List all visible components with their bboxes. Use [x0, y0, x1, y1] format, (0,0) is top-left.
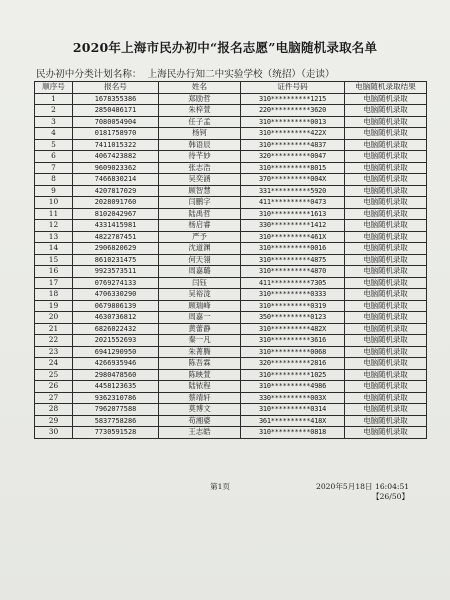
plan-school-name: 上海民办行知二中实验学校（统招）（走读） — [147, 69, 335, 80]
cell-name: 周嘉璐 — [159, 266, 241, 278]
cell-result: 电脑随机录取 — [345, 266, 427, 278]
cell-id-no: 220**********3620 — [241, 105, 345, 117]
cell-result: 电脑随机录取 — [345, 277, 427, 289]
table-row — [35, 139, 427, 151]
cell-id-no: 350**********0123 — [241, 312, 345, 324]
cell-id-no: 330**********003X — [241, 392, 345, 404]
table-row — [35, 300, 427, 312]
cell-id-no: 310**********1215 — [241, 93, 345, 105]
cell-reg-no: 2028091760 — [73, 197, 159, 209]
table-row — [35, 289, 427, 301]
cell-seq: 30 — [35, 427, 73, 439]
cell-result: 电脑随机录取 — [345, 358, 427, 370]
cell-reg-no: 4207817029 — [73, 185, 159, 197]
plan-name-label: 民办初中分类计划名称： — [36, 69, 142, 80]
cell-seq: 29 — [35, 415, 73, 427]
document-title: 2020年上海市民办初中“报名志愿”电脑随机录取名单 — [72, 40, 378, 55]
table-row — [35, 404, 427, 416]
cell-name: 陈映萱 — [159, 369, 241, 381]
cell-result: 电脑随机录取 — [345, 300, 427, 312]
table-row — [35, 197, 427, 209]
cell-id-no: 310**********4875 — [241, 254, 345, 266]
table-row — [35, 162, 427, 174]
cell-result: 电脑随机录取 — [345, 197, 427, 209]
cell-id-no: 361**********418X — [241, 415, 345, 427]
cell-seq: 16 — [35, 266, 73, 278]
cell-seq: 27 — [35, 392, 73, 404]
cell-seq: 17 — [35, 277, 73, 289]
cell-seq: 14 — [35, 243, 73, 255]
cell-name: 待芊妙 — [159, 151, 241, 163]
cell-seq: 12 — [35, 220, 73, 232]
cell-id-no: 320**********2816 — [241, 358, 345, 370]
cell-result: 电脑随机录取 — [345, 312, 427, 324]
cell-id-no: 370**********004X — [241, 174, 345, 186]
cell-result: 电脑随机录取 — [345, 139, 427, 151]
cell-id-no: 331**********5920 — [241, 185, 345, 197]
cell-seq: 20 — [35, 312, 73, 324]
header-result: 电脑随机录取结果 — [345, 82, 427, 94]
cell-reg-no: 0769274133 — [73, 277, 159, 289]
cell-reg-no: 9923573511 — [73, 266, 159, 278]
cell-id-no: 310**********0333 — [241, 289, 345, 301]
cell-reg-no: 4067423882 — [73, 151, 159, 163]
cell-reg-no: 8102042967 — [73, 208, 159, 220]
cell-name: 杨启睿 — [159, 220, 241, 232]
table-row — [35, 185, 427, 197]
header-seq: 顺序号 — [35, 82, 73, 94]
cell-reg-no: 4706330290 — [73, 289, 159, 301]
cell-result: 电脑随机录取 — [345, 369, 427, 381]
cell-name: 闫钰 — [159, 277, 241, 289]
cell-name: 顾瑞峰 — [159, 300, 241, 312]
table-row — [35, 323, 427, 335]
cell-reg-no: 0679806139 — [73, 300, 159, 312]
cell-id-no: 310**********4986 — [241, 381, 345, 393]
cell-reg-no: 7730591528 — [73, 427, 159, 439]
cell-name: 吴裕泷 — [159, 289, 241, 301]
cell-seq: 18 — [35, 289, 73, 301]
admission-table — [34, 81, 427, 439]
cell-result: 电脑随机录取 — [345, 93, 427, 105]
table-row — [35, 369, 427, 381]
cell-result: 电脑随机录取 — [345, 392, 427, 404]
cell-name: 郑励哲 — [159, 93, 241, 105]
table-row — [35, 312, 427, 324]
cell-name: 莫博文 — [159, 404, 241, 416]
cell-reg-no: 7962077588 — [73, 404, 159, 416]
cell-seq: 2 — [35, 105, 73, 117]
cell-name: 陆铱程 — [159, 381, 241, 393]
cell-name: 顾智慧 — [159, 185, 241, 197]
cell-result: 电脑随机录取 — [345, 105, 427, 117]
cell-seq: 24 — [35, 358, 73, 370]
table-row — [35, 254, 427, 266]
table-row — [35, 381, 427, 393]
table-row — [35, 93, 427, 105]
table-row — [35, 392, 427, 404]
cell-result: 电脑随机录取 — [345, 427, 427, 439]
table-row — [35, 208, 427, 220]
cell-seq: 25 — [35, 369, 73, 381]
cell-id-no: 310**********0016 — [241, 243, 345, 255]
cell-reg-no: 2021552693 — [73, 335, 159, 347]
cell-name: 韩语辰 — [159, 139, 241, 151]
cell-name: 何天翎 — [159, 254, 241, 266]
page-number: 第1页 — [210, 482, 231, 491]
cell-name: 蔡靖轩 — [159, 392, 241, 404]
header-reg-no: 报名号 — [73, 82, 159, 94]
cell-name: 朱梓萱 — [159, 105, 241, 117]
table-row — [35, 220, 427, 232]
cell-seq: 5 — [35, 139, 73, 151]
plan-name-line — [36, 66, 426, 80]
cell-id-no: 310**********0314 — [241, 404, 345, 416]
cell-seq: 23 — [35, 346, 73, 358]
cell-seq: 22 — [35, 335, 73, 347]
cell-name: 沈道渊 — [159, 243, 241, 255]
cell-result: 电脑随机录取 — [345, 323, 427, 335]
cell-reg-no: 5837758286 — [73, 415, 159, 427]
cell-reg-no: 7466830214 — [73, 174, 159, 186]
cell-result: 电脑随机录取 — [345, 415, 427, 427]
cell-id-no: 310**********0818 — [241, 427, 345, 439]
cell-name: 陈吾霖 — [159, 358, 241, 370]
table-row — [35, 266, 427, 278]
cell-reg-no: 4331415981 — [73, 220, 159, 232]
table-row — [35, 231, 427, 243]
page-count: 【26/50】 — [372, 492, 410, 501]
cell-id-no: 310**********422X — [241, 128, 345, 140]
table-row — [35, 415, 427, 427]
cell-id-no: 310**********8015 — [241, 162, 345, 174]
cell-seq: 3 — [35, 116, 73, 128]
cell-reg-no: 2906820629 — [73, 243, 159, 255]
cell-reg-no: 1678355386 — [73, 93, 159, 105]
cell-id-no: 310**********1613 — [241, 208, 345, 220]
cell-seq: 13 — [35, 231, 73, 243]
cell-name: 杨钶 — [159, 128, 241, 140]
cell-name: 张志浩 — [159, 162, 241, 174]
cell-seq: 8 — [35, 174, 73, 186]
cell-result: 电脑随机录取 — [345, 381, 427, 393]
cell-reg-no: 7411015322 — [73, 139, 159, 151]
cell-name: 苟湘婆 — [159, 415, 241, 427]
table-row — [35, 105, 427, 117]
cell-reg-no: 6941290950 — [73, 346, 159, 358]
cell-reg-no: 4630736812 — [73, 312, 159, 324]
cell-name: 朱菁腾 — [159, 346, 241, 358]
cell-id-no: 310**********3616 — [241, 335, 345, 347]
cell-name: 任子孟 — [159, 116, 241, 128]
cell-result: 电脑随机录取 — [345, 128, 427, 140]
cell-seq: 7 — [35, 162, 73, 174]
cell-reg-no: 9362310786 — [73, 392, 159, 404]
table-row — [35, 128, 427, 140]
cell-name: 闫鹏字 — [159, 197, 241, 209]
cell-reg-no: 2980478560 — [73, 369, 159, 381]
cell-id-no: 310**********461X — [241, 231, 345, 243]
cell-result: 电脑随机录取 — [345, 162, 427, 174]
cell-id-no: 411**********7305 — [241, 277, 345, 289]
cell-name: 黄蕾静 — [159, 323, 241, 335]
table-row — [35, 277, 427, 289]
cell-result: 电脑随机录取 — [345, 116, 427, 128]
table-row — [35, 116, 427, 128]
cell-result: 电脑随机录取 — [345, 220, 427, 232]
cell-reg-no: 4822787451 — [73, 231, 159, 243]
table-row — [35, 243, 427, 255]
cell-id-no: 320**********0047 — [241, 151, 345, 163]
header-name: 姓名 — [159, 82, 241, 94]
cell-result: 电脑随机录取 — [345, 289, 427, 301]
cell-result: 电脑随机录取 — [345, 254, 427, 266]
cell-seq: 1 — [35, 93, 73, 105]
cell-seq: 19 — [35, 300, 73, 312]
cell-seq: 11 — [35, 208, 73, 220]
cell-result: 电脑随机录取 — [345, 185, 427, 197]
cell-seq: 28 — [35, 404, 73, 416]
cell-reg-no: 4266935946 — [73, 358, 159, 370]
cell-id-no: 330**********1412 — [241, 220, 345, 232]
cell-result: 电脑随机录取 — [345, 243, 427, 255]
cell-name: 陆禹哲 — [159, 208, 241, 220]
cell-result: 电脑随机录取 — [345, 231, 427, 243]
cell-seq: 9 — [35, 185, 73, 197]
cell-result: 电脑随机录取 — [345, 151, 427, 163]
cell-result: 电脑随机录取 — [345, 208, 427, 220]
table-row — [35, 358, 427, 370]
cell-seq: 21 — [35, 323, 73, 335]
cell-seq: 10 — [35, 197, 73, 209]
cell-reg-no: 7080054904 — [73, 116, 159, 128]
table-row — [35, 346, 427, 358]
table-row — [35, 427, 427, 439]
cell-id-no: 310**********1025 — [241, 369, 345, 381]
table-row — [35, 151, 427, 163]
cell-result: 电脑随机录取 — [345, 404, 427, 416]
cell-reg-no: 2850486171 — [73, 105, 159, 117]
cell-reg-no: 4458123635 — [73, 381, 159, 393]
cell-name: 周嘉一 — [159, 312, 241, 324]
cell-result: 电脑随机录取 — [345, 346, 427, 358]
table-body — [35, 93, 427, 438]
cell-seq: 26 — [35, 381, 73, 393]
cell-id-no: 411**********0473 — [241, 197, 345, 209]
print-datetime: 2020年5月18日 16:04:51 — [316, 482, 410, 491]
table-header-row — [35, 82, 427, 94]
cell-reg-no: 6826022432 — [73, 323, 159, 335]
cell-id-no: 310**********482X — [241, 323, 345, 335]
cell-name: 王志皓 — [159, 427, 241, 439]
cell-seq: 4 — [35, 128, 73, 140]
cell-id-no: 310**********4837 — [241, 139, 345, 151]
cell-name: 吴奕涵 — [159, 174, 241, 186]
header-id-no: 证件号码 — [241, 82, 345, 94]
cell-name: 严予 — [159, 231, 241, 243]
cell-reg-no: 8610231475 — [73, 254, 159, 266]
cell-reg-no: 9609023362 — [73, 162, 159, 174]
cell-seq: 6 — [35, 151, 73, 163]
cell-result: 电脑随机录取 — [345, 174, 427, 186]
cell-id-no: 310**********0068 — [241, 346, 345, 358]
cell-reg-no: 0181758970 — [73, 128, 159, 140]
table-row — [35, 174, 427, 186]
cell-seq: 15 — [35, 254, 73, 266]
cell-id-no: 310**********0319 — [241, 300, 345, 312]
cell-id-no: 310**********0013 — [241, 116, 345, 128]
cell-name: 秦一凡 — [159, 335, 241, 347]
cell-id-no: 310**********4870 — [241, 266, 345, 278]
cell-result: 电脑随机录取 — [345, 335, 427, 347]
table-row — [35, 335, 427, 347]
